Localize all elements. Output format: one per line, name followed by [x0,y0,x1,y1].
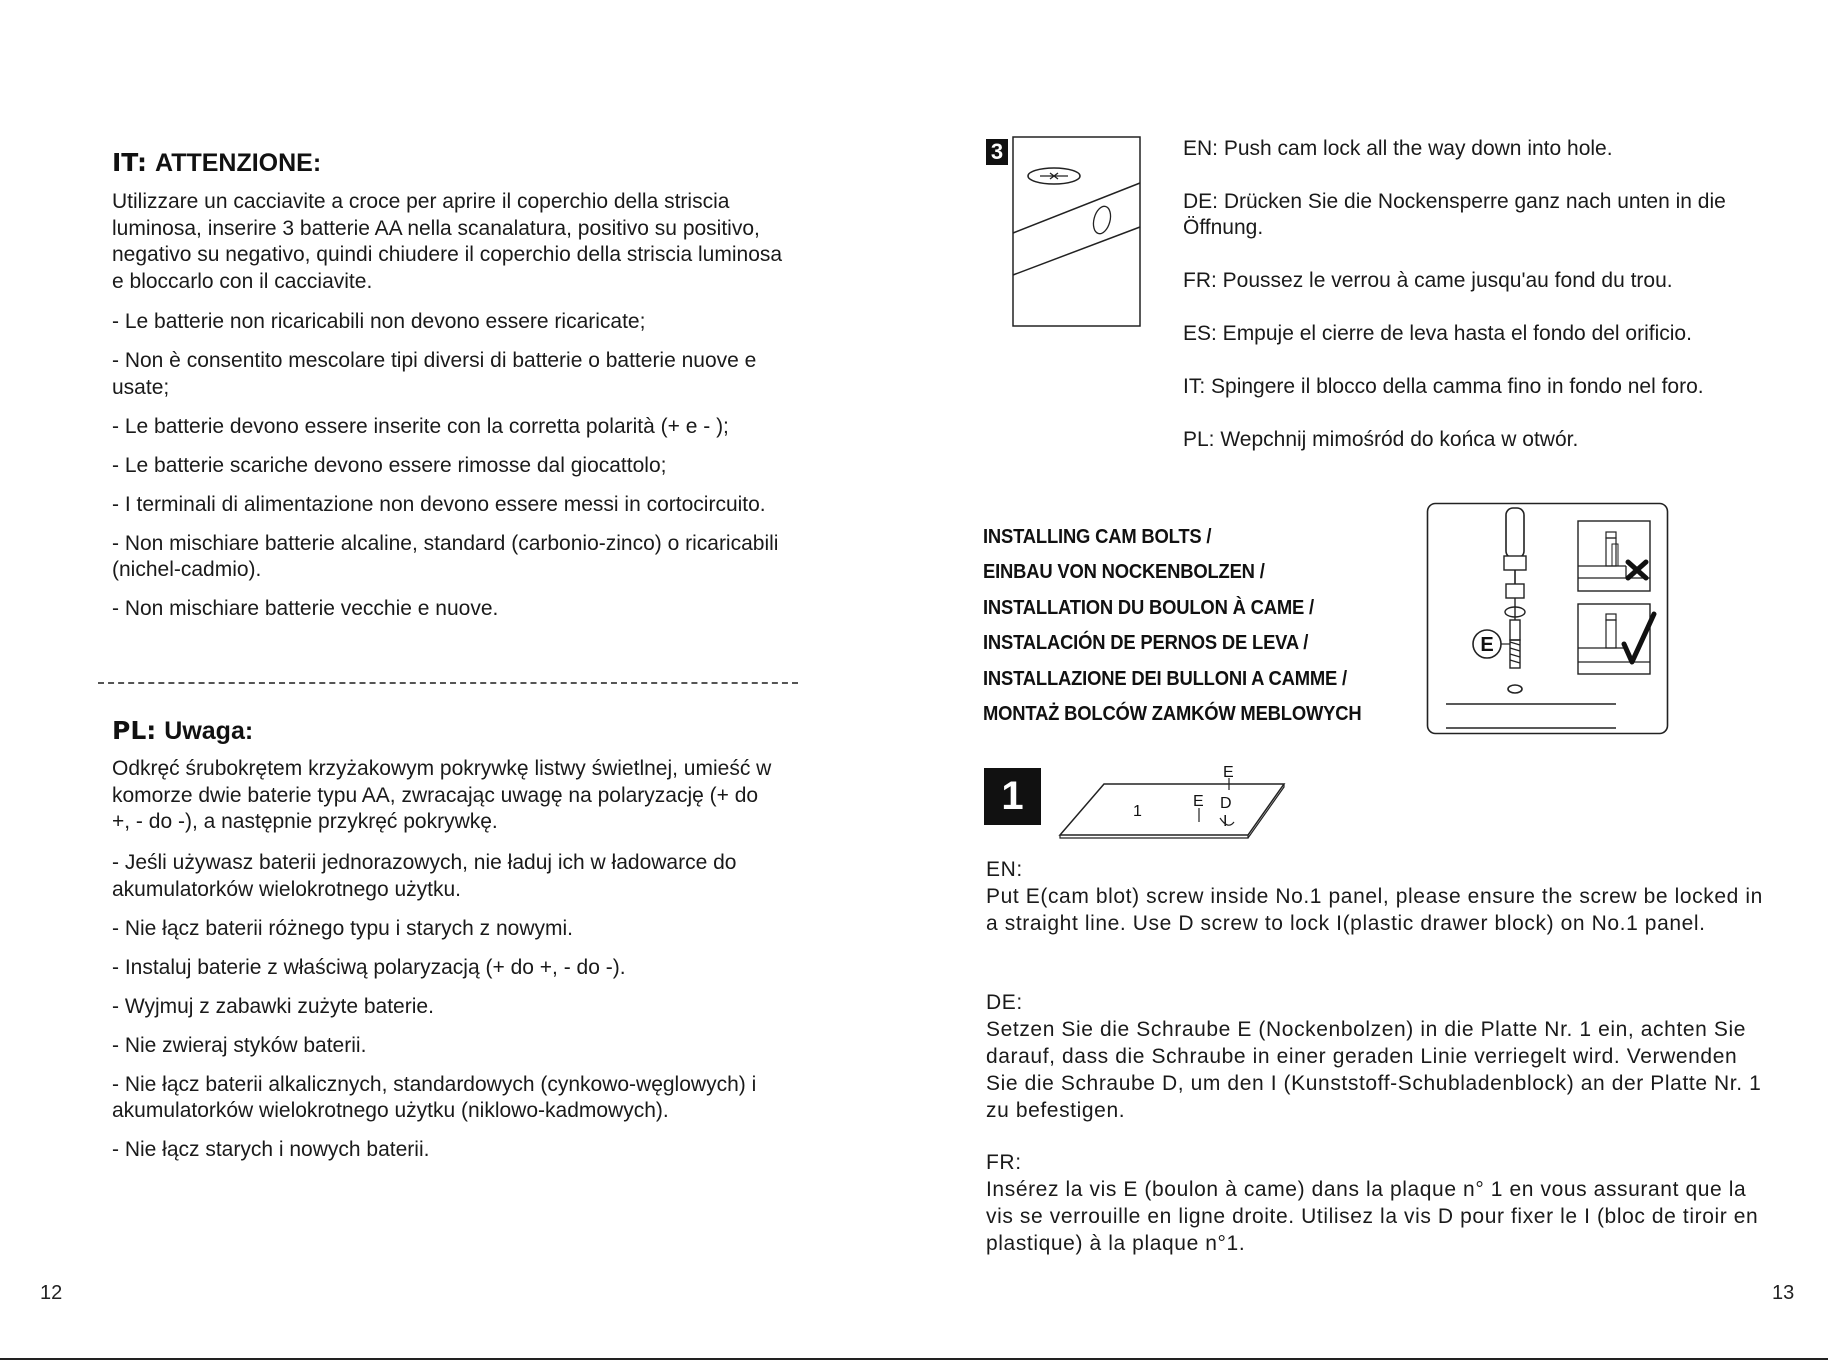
cam-bolts-heading: INSTALLATION DU BOULON À CAME / [983,596,1314,619]
panel-number-label: 1 [1133,803,1142,820]
cam-bolts-heading: INSTALLAZIONE DEI BULLONI A CAMME / [983,667,1347,690]
de-text: Setzen Sie die Schraube E (Nockenbolzen) in die Platte Nr. 1 ein, achten Sie darauf, dass die Schraube in einer geraden Linie verriegelt wird. Verwenden Sie die Schraube D, um den I (Kunststoff-Schubladenblock) an der Platte Nr. 1 zu befestigen. [986,1018,1762,1122]
en-text: Put E(cam blot) screw inside No.1 panel, please ensure the screw be locked in a straight line. Use D screw to lock I(plastic drawer block) on No.1 panel. [986,885,1763,935]
cam-bolts-heading: EINBAU VON NOCKENBOLZEN / [983,561,1265,584]
panel-diagram [1058,760,1298,840]
it-warning-item: - Non mischiare batterie alcaline, standard (carbonio-zinco) o ricaricabili (nichel-cadmio). [112,531,779,581]
part-e-label: E [1480,634,1494,656]
page-number-right: 13 [1772,1282,1795,1304]
step-3-language-line: EN: Push cam lock all the way down into hole. [1183,137,1613,160]
step-1-badge: 1 [984,768,1041,825]
pl-warning-item: - Wyjmuj z zabawki zużyte baterie. [112,994,434,1018]
it-warning-item: - Le batterie non ricaricabili non devono essere ricaricate; [112,310,646,333]
cam-bolt-install-diagram [1426,502,1669,735]
de-label: DE: [986,991,1023,1014]
panel-label-d: D [1220,795,1232,812]
pl-heading-text: Uwaga: [164,717,254,745]
panel-label-e: E [1193,793,1204,810]
it-intro-paragraph: Utilizzare un cacciavite a croce per aprire il coperchio della striscia luminosa, inserire 3 batterie AA nella scanalatura, positivo su positivo, negativo su negativo, quindi chiudere il coperchio della striscia luminosa e bloccarlo con il cacciavite. [112,190,783,293]
step-1-de-block [986,989,1766,1124]
cam-bolts-heading-list [983,520,1443,732]
it-section-title [112,148,321,178]
cam-bolts-heading: INSTALLING CAM BOLTS / [983,526,1212,548]
cam-lock-diagram [1010,135,1142,327]
it-warning-list [112,309,802,635]
pl-language-code: PL: [112,716,157,745]
it-warning-item: - Le batterie scariche devono essere rimosse dal giocattolo; [112,453,667,477]
cam-bolts-heading: INSTALACIÓN DE PERNOS DE LEVA / [983,632,1309,655]
pl-warning-item: - Nie łącz baterii różnego typu i starych z nowymi. [112,916,574,940]
hole-icon [1091,204,1114,235]
pl-warning-item: - Nie łącz baterii alkalicznych, standardowych (cynkowo-węglowych) i akumulatorków wielokrotnego użytku (niklowo-kadmowych). [112,1072,757,1122]
pl-warning-item: - Instaluj baterie z właściwą polaryzacją (+ do +, - do -). [112,955,626,979]
dashed-divider [98,682,798,684]
pl-warning-item: - Nie łącz starych i nowych baterii. [112,1138,430,1161]
pl-warning-item: - Nie zwieraj styków baterii. [112,1033,367,1057]
it-heading-text: ATTENZIONE: [155,149,322,177]
step-3-language-line: DE: Drücken Sie die Nockensperre ganz nach unten in die Öffnung. [1183,190,1726,239]
pl-warning-list [112,850,812,1176]
panel-label-i: I [1223,813,1228,830]
step-1-fr-block [986,1149,1766,1257]
it-warning-item: - Non mischiare batterie vecchie e nuove. [112,597,499,620]
step-1-en-block [986,856,1766,937]
it-warning-item: - Le batterie devono essere inserite con la corretta polarità (+ e - ); [112,414,729,438]
it-language-code: IT: [112,148,147,177]
cross-mark-icon [1628,562,1646,578]
fr-text: Insérez la vis E (boulon à came) dans la plaque n° 1 en vous assurant que la vis se verrouille en ligne droite. Utilisez la vis D pour fixer le I (bloc de tiroir en plastique) à la plaque n°1. [986,1178,1759,1255]
pl-warning-item: - Jeśli używasz baterii jednorazowych, nie ładuj ich w ładowarce do akumulatorków wielokrotnego użytku. [112,851,737,901]
page-number-left: 12 [40,1282,63,1304]
it-warning-item: - Non è consentito mescolare tipi diversi di batterie o batterie nuove e usate; [112,349,757,399]
fr-label: FR: [986,1151,1022,1174]
bottom-rule [0,1358,1828,1360]
en-label: EN: [986,858,1023,881]
cam-bolts-heading: MONTAŻ BOLCÓW ZAMKÓW MEBLOWYCH [983,703,1362,726]
panel-label-e-top: E [1223,764,1234,781]
step-3-language-line: FR: Poussez le verrou à came jusqu'au fond du trou. [1183,269,1673,292]
pl-intro-paragraph: Odkręć śrubokrętem krzyżakowym pokrywkę listwy świetlnej, umieść w komorze dwie baterie typu AA, zwracając uwagę na polaryzację (+ do +, - do -), a następnie przykręć pokrywkę. [112,757,772,833]
step-3-badge: 3 [986,139,1008,165]
step-3-instructions [1183,136,1763,480]
it-warning-item: - I terminali di alimentazione non devono essere messi in cortocircuito. [112,492,766,516]
step-3-language-line: ES: Empuje el cierre de leva hasta el fondo del orificio. [1183,322,1692,345]
step-3-language-line: IT: Spingere il blocco della camma fino in fondo nel foro. [1183,375,1704,398]
step-3-language-line: PL: Wepchnij mimośród do końca w otwór. [1183,428,1579,451]
pl-section-title [112,716,253,746]
